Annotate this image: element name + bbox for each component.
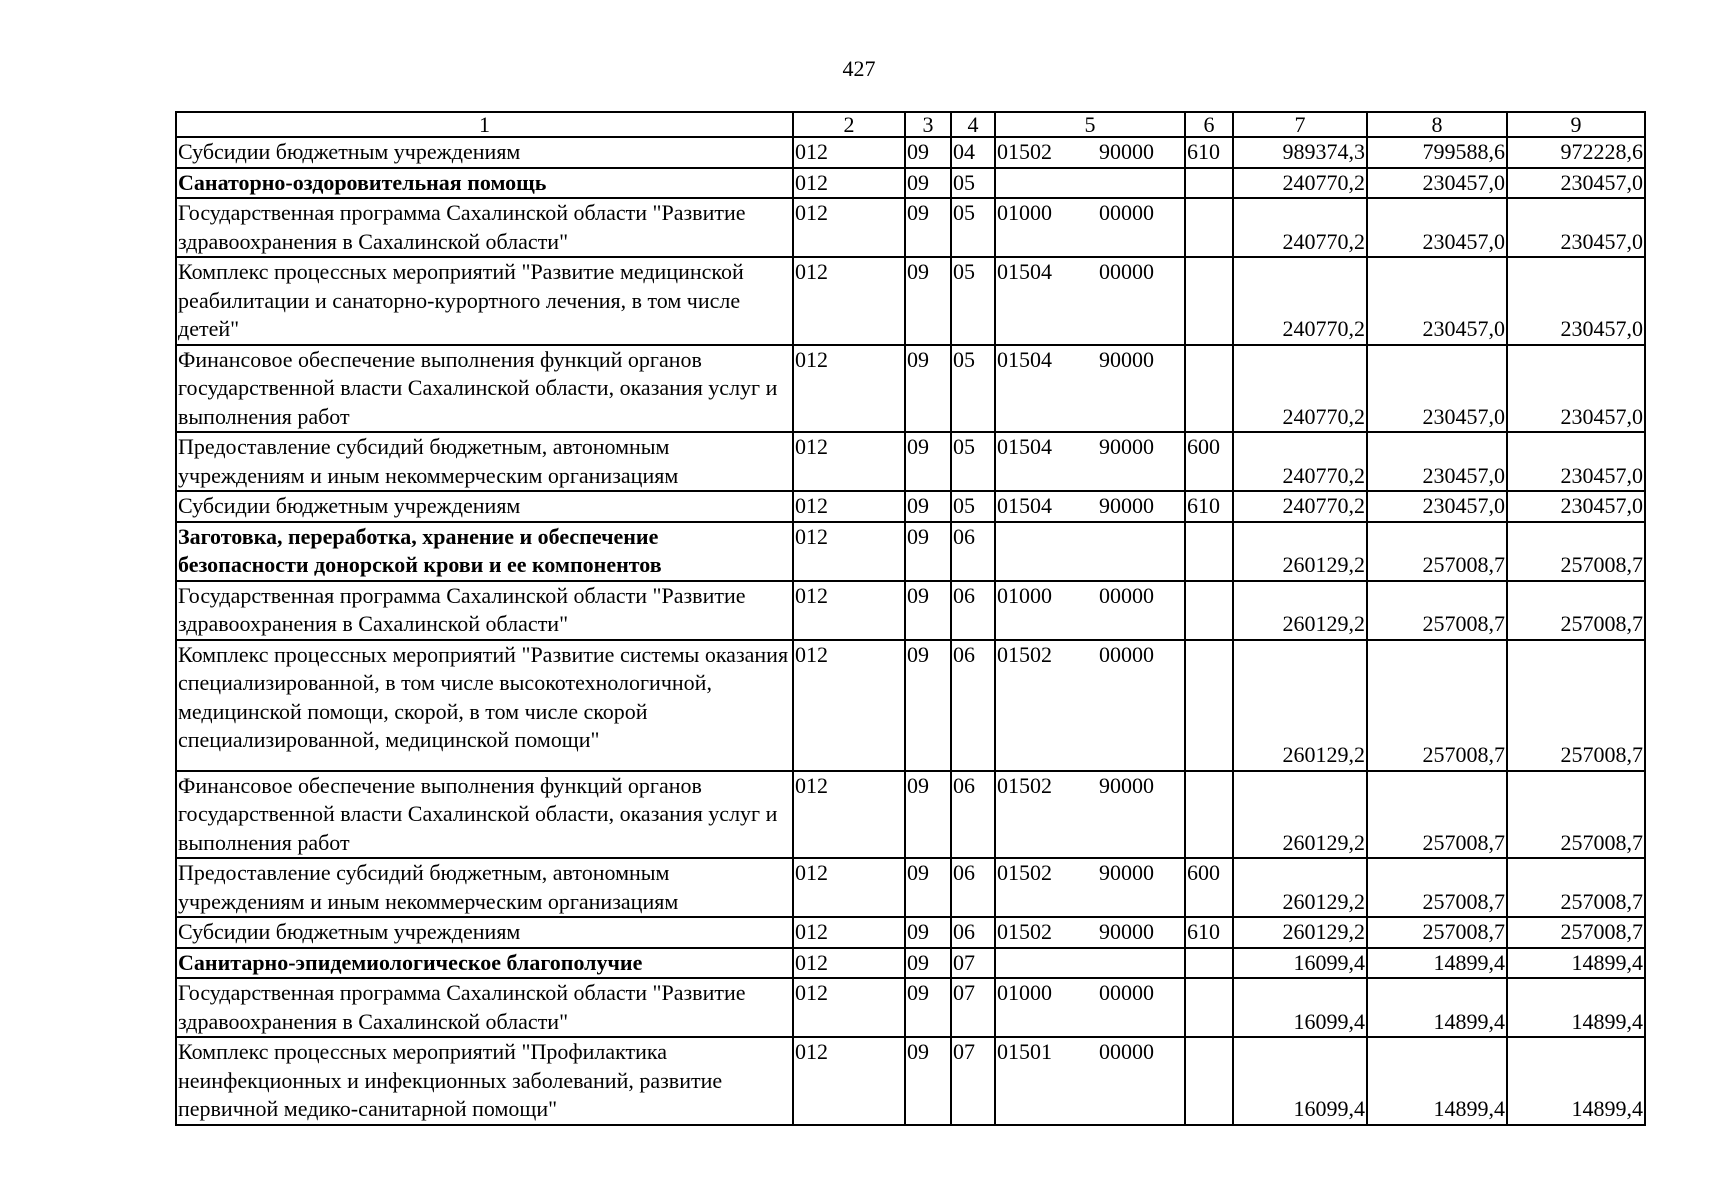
amount-col7-cell: 240770,2 <box>1233 168 1367 199</box>
target-article-direction-code: 00000 <box>1099 1039 1154 1064</box>
page-number: 427 <box>842 56 876 81</box>
expense-type-cell: 610 <box>1185 917 1233 948</box>
target-article-cell <box>995 522 1185 581</box>
ministry-code-cell: 012 <box>793 581 905 640</box>
table-row <box>176 168 1645 199</box>
target-article-direction-code: 00000 <box>1099 200 1154 225</box>
amount-col9-cell: 257008,7 <box>1507 581 1645 640</box>
row-name-cell: Финансовое обеспечение выполнения функций органов государственной власти Сахалинской области, оказания услуг и выполнения работ <box>176 771 793 859</box>
table-row <box>176 257 1645 345</box>
target-article-direction-code: 00000 <box>1099 641 1154 667</box>
target-article-direction-code: 00000 <box>1099 980 1154 1005</box>
amount-col9-cell: 257008,7 <box>1507 917 1645 948</box>
ministry-code-cell: 012 <box>793 491 905 522</box>
section-code-cell: 09 <box>905 345 951 433</box>
target-article-cell <box>995 581 1185 640</box>
target-article-program-code: 01502 <box>997 139 1052 164</box>
row-name-cell: Санаторно-оздоровительная помощь <box>176 168 793 199</box>
row-name-cell: Комплекс процессных мероприятий "Развитие медицинской реабилитации и санаторно-курортного лечения, в том числе детей" <box>176 257 793 345</box>
target-article-program-code: 01504 <box>997 493 1052 518</box>
amount-col9-cell: 230457,0 <box>1507 491 1645 522</box>
amount-col8-cell: 230457,0 <box>1367 168 1507 199</box>
column-header: 1 <box>176 112 793 137</box>
target-article-program-code: 01000 <box>997 980 1052 1005</box>
target-article-program-code: 01504 <box>997 259 1052 284</box>
target-article-program-code: 01501 <box>997 1039 1052 1064</box>
amount-col7-cell: 260129,2 <box>1233 522 1367 581</box>
expense-type-cell <box>1185 978 1233 1037</box>
amount-col8-cell: 230457,0 <box>1367 491 1507 522</box>
section-code-cell: 09 <box>905 432 951 491</box>
amount-col8-cell: 257008,7 <box>1367 522 1507 581</box>
table-row <box>176 581 1645 640</box>
target-article-cell <box>995 198 1185 257</box>
target-article-direction-code: 90000 <box>1099 493 1154 518</box>
section-code-cell: 09 <box>905 917 951 948</box>
expense-type-cell: 610 <box>1185 491 1233 522</box>
amount-col9-cell: 230457,0 <box>1507 198 1645 257</box>
amount-col7-cell: 16099,4 <box>1233 1037 1367 1125</box>
row-name-cell: Предоставление субсидий бюджетным, автономным учреждениям и иным некоммерческим организациям <box>176 432 793 491</box>
column-header: 4 <box>951 112 995 137</box>
table-row <box>176 858 1645 917</box>
amount-col9-cell: 14899,4 <box>1507 948 1645 979</box>
row-name-cell: Комплекс процессных мероприятий "Профилактика неинфекционных и инфекционных заболеваний, развитие первичной медико-санитарной помощи" <box>176 1037 793 1125</box>
target-article-program-code: 01502 <box>997 641 1052 667</box>
amount-col9-cell: 14899,4 <box>1507 978 1645 1037</box>
amount-col7-cell: 260129,2 <box>1233 917 1367 948</box>
expense-type-cell <box>1185 198 1233 257</box>
amount-col8-cell: 14899,4 <box>1367 1037 1507 1125</box>
amount-col9-cell: 257008,7 <box>1507 858 1645 917</box>
expense-type-cell <box>1185 640 1233 771</box>
amount-col7-cell: 240770,2 <box>1233 432 1367 491</box>
table-row <box>176 948 1645 979</box>
amount-col9-cell: 972228,6 <box>1507 137 1645 168</box>
amount-col9-cell: 257008,7 <box>1507 640 1645 771</box>
target-article-direction-code: 90000 <box>1099 860 1154 885</box>
amount-col7-cell: 16099,4 <box>1233 948 1367 979</box>
row-name-cell: Заготовка, переработка, хранение и обеспечение безопасности донорской крови и ее компонентов <box>176 522 793 581</box>
amount-col9-cell: 230457,0 <box>1507 257 1645 345</box>
ministry-code-cell: 012 <box>793 771 905 859</box>
row-name-cell: Комплекс процессных мероприятий "Развитие системы оказания специализированной, в том числе высокотехнологичной, медицинской помощи, скорой, в том числе скорой специализированной, медицинской помощи" <box>176 640 793 771</box>
target-article-program-code: 01502 <box>997 860 1052 885</box>
section-code-cell: 09 <box>905 858 951 917</box>
subsection-code-cell: 04 <box>951 137 995 168</box>
column-header: 6 <box>1185 112 1233 137</box>
target-article-cell <box>995 640 1185 771</box>
amount-col8-cell: 257008,7 <box>1367 771 1507 859</box>
ministry-code-cell: 012 <box>793 948 905 979</box>
column-header: 8 <box>1367 112 1507 137</box>
amount-col8-cell: 257008,7 <box>1367 858 1507 917</box>
expense-type-cell <box>1185 581 1233 640</box>
row-name-cell: Финансовое обеспечение выполнения функций органов государственной власти Сахалинской области, оказания услуг и выполнения работ <box>176 345 793 433</box>
target-article-direction-code: 00000 <box>1099 259 1154 284</box>
subsection-code-cell: 05 <box>951 432 995 491</box>
row-name-cell: Государственная программа Сахалинской области "Развитие здравоохранения в Сахалинской области" <box>176 581 793 640</box>
amount-col7-cell: 240770,2 <box>1233 345 1367 433</box>
section-code-cell: 09 <box>905 257 951 345</box>
column-header: 2 <box>793 112 905 137</box>
column-header: 7 <box>1233 112 1367 137</box>
ministry-code-cell: 012 <box>793 978 905 1037</box>
column-header: 5 <box>995 112 1185 137</box>
target-article-program-code: 01000 <box>997 200 1052 225</box>
subsection-code-cell: 07 <box>951 978 995 1037</box>
target-article-cell <box>995 948 1185 979</box>
column-header-row <box>176 112 1645 137</box>
expense-type-cell: 610 <box>1185 137 1233 168</box>
amount-col8-cell: 257008,7 <box>1367 917 1507 948</box>
amount-col7-cell: 260129,2 <box>1233 771 1367 859</box>
subsection-code-cell: 06 <box>951 858 995 917</box>
amount-col8-cell: 230457,0 <box>1367 257 1507 345</box>
ministry-code-cell: 012 <box>793 1037 905 1125</box>
ministry-code-cell: 012 <box>793 137 905 168</box>
section-code-cell: 09 <box>905 1037 951 1125</box>
table-row <box>176 640 1645 771</box>
row-name-cell: Государственная программа Сахалинской области "Развитие здравоохранения в Сахалинской области" <box>176 198 793 257</box>
expense-type-cell <box>1185 168 1233 199</box>
ministry-code-cell: 012 <box>793 257 905 345</box>
expense-type-cell <box>1185 522 1233 581</box>
table-row <box>176 432 1645 491</box>
column-header: 9 <box>1507 112 1645 137</box>
subsection-code-cell: 07 <box>951 948 995 979</box>
row-name-cell: Субсидии бюджетным учреждениям <box>176 491 793 522</box>
section-code-cell: 09 <box>905 771 951 859</box>
section-code-cell: 09 <box>905 137 951 168</box>
table-row <box>176 491 1645 522</box>
table-row <box>176 1037 1645 1125</box>
column-header: 3 <box>905 112 951 137</box>
target-article-program-code: 01000 <box>997 582 1052 608</box>
subsection-code-cell: 07 <box>951 1037 995 1125</box>
row-name-cell: Субсидии бюджетным учреждениям <box>176 137 793 168</box>
amount-col9-cell: 257008,7 <box>1507 522 1645 581</box>
table-body <box>176 137 1645 1125</box>
target-article-cell <box>995 137 1185 168</box>
target-article-program-code: 01502 <box>997 772 1052 798</box>
ministry-code-cell: 012 <box>793 198 905 257</box>
target-article-cell <box>995 168 1185 199</box>
target-article-cell <box>995 978 1185 1037</box>
amount-col7-cell: 989374,3 <box>1233 137 1367 168</box>
amount-col8-cell: 230457,0 <box>1367 198 1507 257</box>
expense-type-cell: 600 <box>1185 432 1233 491</box>
ministry-code-cell: 012 <box>793 168 905 199</box>
target-article-cell <box>995 917 1185 948</box>
target-article-program-code: 01504 <box>997 434 1052 459</box>
section-code-cell: 09 <box>905 640 951 771</box>
expense-type-cell: 600 <box>1185 858 1233 917</box>
subsection-code-cell: 05 <box>951 491 995 522</box>
amount-col7-cell: 240770,2 <box>1233 491 1367 522</box>
subsection-code-cell: 05 <box>951 168 995 199</box>
ministry-code-cell: 012 <box>793 345 905 433</box>
section-code-cell: 09 <box>905 168 951 199</box>
amount-col9-cell: 230457,0 <box>1507 345 1645 433</box>
section-code-cell: 09 <box>905 198 951 257</box>
amount-col9-cell: 230457,0 <box>1507 168 1645 199</box>
subsection-code-cell: 05 <box>951 198 995 257</box>
table-row <box>176 978 1645 1037</box>
target-article-direction-code: 90000 <box>1099 772 1154 798</box>
subsection-code-cell: 05 <box>951 345 995 433</box>
amount-col9-cell: 230457,0 <box>1507 432 1645 491</box>
section-code-cell: 09 <box>905 948 951 979</box>
subsection-code-cell: 05 <box>951 257 995 345</box>
subsection-code-cell: 06 <box>951 917 995 948</box>
target-article-direction-code: 90000 <box>1099 139 1154 164</box>
section-code-cell: 09 <box>905 581 951 640</box>
table-row <box>176 771 1645 859</box>
amount-col8-cell: 257008,7 <box>1367 581 1507 640</box>
expense-type-cell <box>1185 345 1233 433</box>
row-name-cell: Субсидии бюджетным учреждениям <box>176 917 793 948</box>
target-article-cell <box>995 345 1185 433</box>
row-name-cell: Государственная программа Сахалинской области "Развитие здравоохранения в Сахалинской области" <box>176 978 793 1037</box>
amount-col7-cell: 16099,4 <box>1233 978 1367 1037</box>
expense-type-cell <box>1185 257 1233 345</box>
table-row <box>176 522 1645 581</box>
amount-col7-cell: 260129,2 <box>1233 858 1367 917</box>
ministry-code-cell: 012 <box>793 522 905 581</box>
section-code-cell: 09 <box>905 491 951 522</box>
amount-col9-cell: 14899,4 <box>1507 1037 1645 1125</box>
target-article-direction-code: 00000 <box>1099 582 1154 608</box>
subsection-code-cell: 06 <box>951 581 995 640</box>
target-article-cell <box>995 491 1185 522</box>
amount-col9-cell: 257008,7 <box>1507 771 1645 859</box>
amount-col8-cell: 14899,4 <box>1367 948 1507 979</box>
target-article-cell <box>995 432 1185 491</box>
target-article-program-code: 01502 <box>997 919 1052 944</box>
budget-table <box>175 111 1646 1126</box>
ministry-code-cell: 012 <box>793 917 905 948</box>
expense-type-cell <box>1185 1037 1233 1125</box>
target-article-cell <box>995 257 1185 345</box>
ministry-code-cell: 012 <box>793 432 905 491</box>
expense-type-cell <box>1185 771 1233 859</box>
target-article-cell <box>995 1037 1185 1125</box>
amount-col7-cell: 240770,2 <box>1233 198 1367 257</box>
subsection-code-cell: 06 <box>951 640 995 771</box>
target-article-direction-code: 90000 <box>1099 346 1154 372</box>
target-article-cell <box>995 771 1185 859</box>
section-code-cell: 09 <box>905 522 951 581</box>
row-name-cell: Предоставление субсидий бюджетным, автономным учреждениям и иным некоммерческим организациям <box>176 858 793 917</box>
ministry-code-cell: 012 <box>793 858 905 917</box>
ministry-code-cell: 012 <box>793 640 905 771</box>
table-row <box>176 198 1645 257</box>
target-article-direction-code: 90000 <box>1099 434 1154 459</box>
amount-col7-cell: 260129,2 <box>1233 640 1367 771</box>
amount-col8-cell: 799588,6 <box>1367 137 1507 168</box>
amount-col8-cell: 14899,4 <box>1367 978 1507 1037</box>
table-row <box>176 917 1645 948</box>
amount-col7-cell: 260129,2 <box>1233 581 1367 640</box>
table-row <box>176 137 1645 168</box>
subsection-code-cell: 06 <box>951 771 995 859</box>
row-name-cell: Санитарно-эпидемиологическое благополучие <box>176 948 793 979</box>
table-row <box>176 345 1645 433</box>
amount-col8-cell: 230457,0 <box>1367 432 1507 491</box>
target-article-program-code: 01504 <box>997 346 1052 372</box>
section-code-cell: 09 <box>905 978 951 1037</box>
amount-col8-cell: 257008,7 <box>1367 640 1507 771</box>
subsection-code-cell: 06 <box>951 522 995 581</box>
amount-col7-cell: 240770,2 <box>1233 257 1367 345</box>
target-article-cell <box>995 858 1185 917</box>
expense-type-cell <box>1185 948 1233 979</box>
amount-col8-cell: 230457,0 <box>1367 345 1507 433</box>
target-article-direction-code: 90000 <box>1099 919 1154 944</box>
